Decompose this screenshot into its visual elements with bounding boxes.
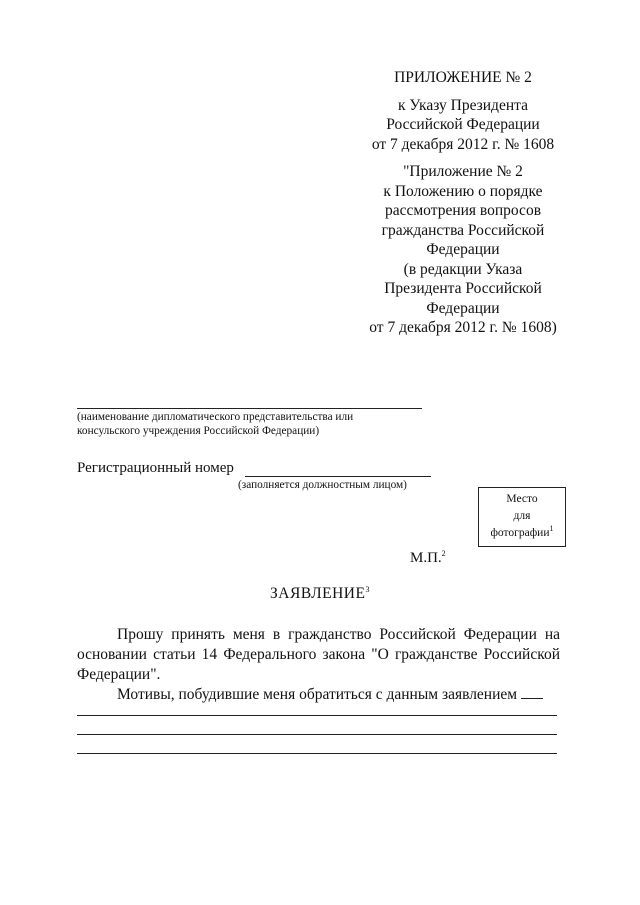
footnote-marker: 3 xyxy=(365,584,370,594)
motives-paragraph xyxy=(77,685,560,705)
regulation-line: Федерации xyxy=(426,241,500,258)
decree-line: к Указу Президента xyxy=(398,96,528,114)
footnote-marker: 2 xyxy=(441,549,446,558)
regulation-line: рассмотрения вопросов xyxy=(384,202,542,219)
motives-field-line[interactable] xyxy=(77,753,557,754)
mission-caption-line: (наименование дипломатического представительства или xyxy=(77,411,354,423)
mission-caption xyxy=(77,410,437,438)
appendix-title: ПРИЛОЖЕНИЕ № 2 xyxy=(394,69,532,86)
appendix-header xyxy=(348,68,578,338)
regulation-line: "Приложение № 2 xyxy=(403,163,523,180)
motives-field-start[interactable] xyxy=(521,698,543,699)
photo-placeholder xyxy=(478,487,566,547)
regulation-line: от 7 декабря 2012 г. № 1608) xyxy=(369,319,557,336)
registration-number-field[interactable] xyxy=(245,476,431,477)
photo-label-line xyxy=(479,525,565,542)
regulation-line: (в редакции Указа xyxy=(403,260,523,278)
mission-name-field[interactable] xyxy=(77,408,422,409)
motives-field-line[interactable] xyxy=(77,734,557,735)
footnote-marker: 1 xyxy=(549,524,554,534)
regulation-line: Федерации xyxy=(426,299,500,317)
registration-caption: (заполняется должностным лицом) xyxy=(238,479,407,491)
statement-title xyxy=(0,585,640,603)
motives-field-line[interactable] xyxy=(77,715,557,716)
statement-paragraph: Прошу принять меня в гражданство Российской Федерации на основании статьи 14 Федерального закона "О гражданстве Российской Федерации". xyxy=(77,626,560,683)
regulation-line: гражданства Российской xyxy=(381,221,545,239)
photo-label-line: для xyxy=(513,510,531,522)
photo-label-line: Место xyxy=(506,493,538,505)
statement-title-text: ЗАЯВЛЕНИЕ xyxy=(270,585,366,602)
seal-mark xyxy=(410,550,446,567)
mission-caption-line: консульского учреждения Российской Федерации) xyxy=(77,425,320,437)
regulation-line: Президента Российской xyxy=(384,280,542,297)
registration-label: Регистрационный номер xyxy=(77,460,234,476)
decree-line: Российской Федерации xyxy=(386,116,540,133)
seal-label: М.П. xyxy=(410,550,442,566)
photo-label-text: фотографии xyxy=(490,527,550,539)
motives-label: Мотивы, побудившие меня обратиться с данным заявлением xyxy=(117,686,518,703)
statement-body xyxy=(77,625,560,705)
regulation-line: к Положению о порядке xyxy=(383,182,543,200)
decree-line: от 7 декабря 2012 г. № 1608 xyxy=(371,135,555,153)
